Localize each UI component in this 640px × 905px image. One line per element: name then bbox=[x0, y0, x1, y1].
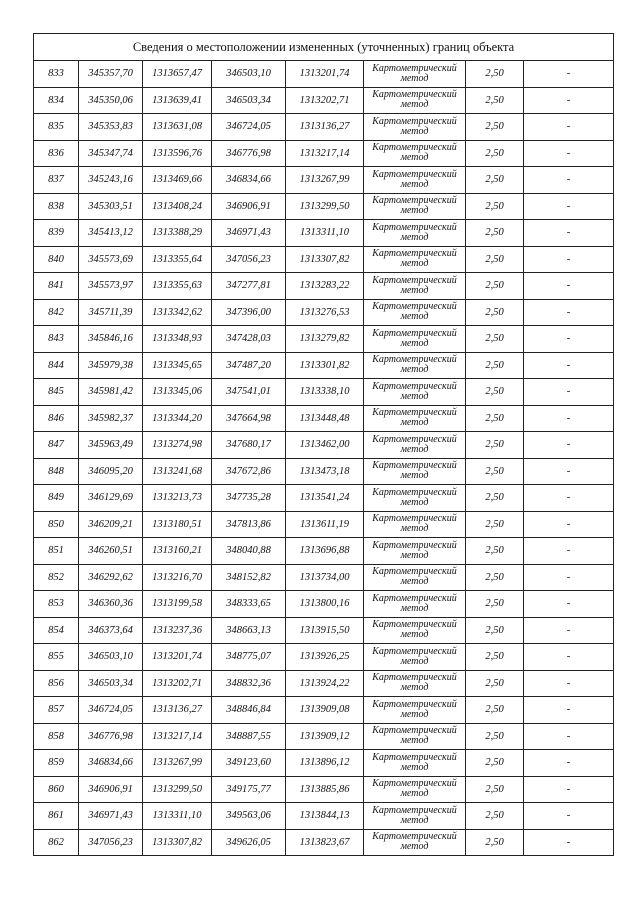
table-row bbox=[34, 511, 614, 538]
method-cell: Картометрический метод bbox=[364, 564, 466, 591]
new-x-cell: 347277,81 bbox=[212, 273, 286, 300]
new-x-cell: 348887,55 bbox=[212, 723, 286, 750]
table-row bbox=[34, 538, 614, 565]
existing-y-cell: 1313344,20 bbox=[143, 405, 212, 432]
method-cell: Картометрический метод bbox=[364, 485, 466, 512]
method-cell: Картометрический метод bbox=[364, 803, 466, 830]
existing-x-cell: 346906,91 bbox=[79, 776, 143, 803]
method-cell: Картометрический метод bbox=[364, 87, 466, 114]
new-x-cell: 346503,34 bbox=[212, 87, 286, 114]
new-x-cell: 346503,10 bbox=[212, 61, 286, 88]
existing-x-cell: 346360,36 bbox=[79, 591, 143, 618]
point-number-cell: 851 bbox=[34, 538, 79, 565]
description-cell: - bbox=[524, 326, 614, 353]
table-title: Сведения о местоположении измененных (уточненных) границ объекта bbox=[34, 34, 614, 61]
description-cell: - bbox=[524, 564, 614, 591]
existing-y-cell: 1313217,14 bbox=[143, 723, 212, 750]
point-number-cell: 846 bbox=[34, 405, 79, 432]
existing-x-cell: 345353,83 bbox=[79, 114, 143, 141]
table-row bbox=[34, 591, 614, 618]
existing-y-cell: 1313267,99 bbox=[143, 750, 212, 777]
description-cell: - bbox=[524, 617, 614, 644]
new-x-cell: 347672,86 bbox=[212, 458, 286, 485]
table-row bbox=[34, 405, 614, 432]
accuracy-cell: 2,50 bbox=[466, 511, 524, 538]
new-y-cell: 1313462,00 bbox=[286, 432, 364, 459]
table-row bbox=[34, 299, 614, 326]
point-number-cell: 841 bbox=[34, 273, 79, 300]
existing-y-cell: 1313388,29 bbox=[143, 220, 212, 247]
point-number-cell: 857 bbox=[34, 697, 79, 724]
accuracy-cell: 2,50 bbox=[466, 617, 524, 644]
accuracy-cell: 2,50 bbox=[466, 167, 524, 194]
existing-y-cell: 1313311,10 bbox=[143, 803, 212, 830]
description-cell: - bbox=[524, 538, 614, 565]
table-row bbox=[34, 326, 614, 353]
table-row bbox=[34, 697, 614, 724]
table-row bbox=[34, 485, 614, 512]
existing-x-cell: 346095,20 bbox=[79, 458, 143, 485]
table-row bbox=[34, 193, 614, 220]
new-x-cell: 347396,00 bbox=[212, 299, 286, 326]
new-x-cell: 348832,36 bbox=[212, 670, 286, 697]
point-number-cell: 837 bbox=[34, 167, 79, 194]
description-cell: - bbox=[524, 750, 614, 777]
existing-y-cell: 1313299,50 bbox=[143, 776, 212, 803]
new-y-cell: 1313800,16 bbox=[286, 591, 364, 618]
description-cell: - bbox=[524, 299, 614, 326]
existing-y-cell: 1313469,66 bbox=[143, 167, 212, 194]
method-cell: Картометрический метод bbox=[364, 273, 466, 300]
description-cell: - bbox=[524, 776, 614, 803]
point-number-cell: 862 bbox=[34, 829, 79, 856]
point-number-cell: 859 bbox=[34, 750, 79, 777]
existing-x-cell: 346209,21 bbox=[79, 511, 143, 538]
accuracy-cell: 2,50 bbox=[466, 379, 524, 406]
table-title-row bbox=[34, 34, 614, 61]
new-y-cell: 1313283,22 bbox=[286, 273, 364, 300]
new-y-cell: 1313924,22 bbox=[286, 670, 364, 697]
method-cell: Картометрический метод bbox=[364, 114, 466, 141]
point-number-cell: 850 bbox=[34, 511, 79, 538]
description-cell: - bbox=[524, 458, 614, 485]
description-cell: - bbox=[524, 432, 614, 459]
existing-y-cell: 1313180,51 bbox=[143, 511, 212, 538]
table-row bbox=[34, 432, 614, 459]
existing-x-cell: 345981,42 bbox=[79, 379, 143, 406]
point-number-cell: 856 bbox=[34, 670, 79, 697]
new-y-cell: 1313909,12 bbox=[286, 723, 364, 750]
existing-x-cell: 345413,12 bbox=[79, 220, 143, 247]
table-row bbox=[34, 776, 614, 803]
accuracy-cell: 2,50 bbox=[466, 485, 524, 512]
point-number-cell: 853 bbox=[34, 591, 79, 618]
table-row bbox=[34, 829, 614, 856]
method-cell: Картометрический метод bbox=[364, 591, 466, 618]
table-row bbox=[34, 61, 614, 88]
accuracy-cell: 2,50 bbox=[466, 591, 524, 618]
existing-y-cell: 1313596,76 bbox=[143, 140, 212, 167]
existing-x-cell: 345573,69 bbox=[79, 246, 143, 273]
table-row bbox=[34, 246, 614, 273]
existing-y-cell: 1313355,63 bbox=[143, 273, 212, 300]
table-row bbox=[34, 670, 614, 697]
table-row bbox=[34, 617, 614, 644]
accuracy-cell: 2,50 bbox=[466, 140, 524, 167]
accuracy-cell: 2,50 bbox=[466, 697, 524, 724]
new-y-cell: 1313541,24 bbox=[286, 485, 364, 512]
method-cell: Картометрический метод bbox=[364, 750, 466, 777]
accuracy-cell: 2,50 bbox=[466, 352, 524, 379]
existing-y-cell: 1313213,73 bbox=[143, 485, 212, 512]
existing-x-cell: 345982,37 bbox=[79, 405, 143, 432]
existing-x-cell: 346129,69 bbox=[79, 485, 143, 512]
table-row bbox=[34, 644, 614, 671]
existing-x-cell: 346971,43 bbox=[79, 803, 143, 830]
new-x-cell: 347813,86 bbox=[212, 511, 286, 538]
description-cell: - bbox=[524, 803, 614, 830]
new-x-cell: 347680,17 bbox=[212, 432, 286, 459]
point-number-cell: 845 bbox=[34, 379, 79, 406]
description-cell: - bbox=[524, 273, 614, 300]
method-cell: Картометрический метод bbox=[364, 617, 466, 644]
new-y-cell: 1313136,27 bbox=[286, 114, 364, 141]
description-cell: - bbox=[524, 140, 614, 167]
point-number-cell: 843 bbox=[34, 326, 79, 353]
existing-y-cell: 1313408,24 bbox=[143, 193, 212, 220]
new-y-cell: 1313299,50 bbox=[286, 193, 364, 220]
new-y-cell: 1313279,82 bbox=[286, 326, 364, 353]
new-y-cell: 1313307,82 bbox=[286, 246, 364, 273]
accuracy-cell: 2,50 bbox=[466, 803, 524, 830]
accuracy-cell: 2,50 bbox=[466, 564, 524, 591]
description-cell: - bbox=[524, 485, 614, 512]
new-y-cell: 1313202,71 bbox=[286, 87, 364, 114]
table-row bbox=[34, 723, 614, 750]
new-x-cell: 347664,98 bbox=[212, 405, 286, 432]
method-cell: Картометрический метод bbox=[364, 379, 466, 406]
existing-x-cell: 345711,39 bbox=[79, 299, 143, 326]
point-number-cell: 840 bbox=[34, 246, 79, 273]
point-number-cell: 849 bbox=[34, 485, 79, 512]
new-y-cell: 1313448,48 bbox=[286, 405, 364, 432]
existing-y-cell: 1313216,70 bbox=[143, 564, 212, 591]
method-cell: Картометрический метод bbox=[364, 352, 466, 379]
existing-y-cell: 1313657,47 bbox=[143, 61, 212, 88]
existing-x-cell: 346834,66 bbox=[79, 750, 143, 777]
new-y-cell: 1313696,88 bbox=[286, 538, 364, 565]
existing-y-cell: 1313348,93 bbox=[143, 326, 212, 353]
new-y-cell: 1313611,19 bbox=[286, 511, 364, 538]
new-x-cell: 349626,05 bbox=[212, 829, 286, 856]
table-row bbox=[34, 750, 614, 777]
accuracy-cell: 2,50 bbox=[466, 326, 524, 353]
method-cell: Картометрический метод bbox=[364, 723, 466, 750]
description-cell: - bbox=[524, 511, 614, 538]
new-x-cell: 346906,91 bbox=[212, 193, 286, 220]
accuracy-cell: 2,50 bbox=[466, 644, 524, 671]
existing-x-cell: 346373,64 bbox=[79, 617, 143, 644]
new-y-cell: 1313909,08 bbox=[286, 697, 364, 724]
point-number-cell: 860 bbox=[34, 776, 79, 803]
description-cell: - bbox=[524, 246, 614, 273]
table-row bbox=[34, 220, 614, 247]
new-y-cell: 1313267,99 bbox=[286, 167, 364, 194]
new-x-cell: 348846,84 bbox=[212, 697, 286, 724]
method-cell: Картометрический метод bbox=[364, 326, 466, 353]
accuracy-cell: 2,50 bbox=[466, 538, 524, 565]
new-y-cell: 1313885,86 bbox=[286, 776, 364, 803]
new-y-cell: 1313844,13 bbox=[286, 803, 364, 830]
method-cell: Картометрический метод bbox=[364, 299, 466, 326]
new-x-cell: 348775,07 bbox=[212, 644, 286, 671]
table-row bbox=[34, 87, 614, 114]
new-y-cell: 1313896,12 bbox=[286, 750, 364, 777]
accuracy-cell: 2,50 bbox=[466, 829, 524, 856]
table-row bbox=[34, 140, 614, 167]
new-y-cell: 1313338,10 bbox=[286, 379, 364, 406]
table-row bbox=[34, 564, 614, 591]
point-number-cell: 861 bbox=[34, 803, 79, 830]
method-cell: Картометрический метод bbox=[364, 220, 466, 247]
point-number-cell: 835 bbox=[34, 114, 79, 141]
description-cell: - bbox=[524, 167, 614, 194]
point-number-cell: 834 bbox=[34, 87, 79, 114]
description-cell: - bbox=[524, 405, 614, 432]
new-y-cell: 1313926,25 bbox=[286, 644, 364, 671]
new-x-cell: 349563,06 bbox=[212, 803, 286, 830]
accuracy-cell: 2,50 bbox=[466, 87, 524, 114]
existing-y-cell: 1313160,21 bbox=[143, 538, 212, 565]
existing-y-cell: 1313202,71 bbox=[143, 670, 212, 697]
new-x-cell: 348663,13 bbox=[212, 617, 286, 644]
description-cell: - bbox=[524, 379, 614, 406]
new-x-cell: 348152,82 bbox=[212, 564, 286, 591]
new-x-cell: 349175,77 bbox=[212, 776, 286, 803]
table-row bbox=[34, 167, 614, 194]
method-cell: Картометрический метод bbox=[364, 697, 466, 724]
existing-y-cell: 1313199,58 bbox=[143, 591, 212, 618]
accuracy-cell: 2,50 bbox=[466, 458, 524, 485]
new-x-cell: 348040,88 bbox=[212, 538, 286, 565]
point-number-cell: 854 bbox=[34, 617, 79, 644]
accuracy-cell: 2,50 bbox=[466, 723, 524, 750]
accuracy-cell: 2,50 bbox=[466, 299, 524, 326]
existing-x-cell: 345963,49 bbox=[79, 432, 143, 459]
existing-y-cell: 1313639,41 bbox=[143, 87, 212, 114]
method-cell: Картометрический метод bbox=[364, 61, 466, 88]
point-number-cell: 847 bbox=[34, 432, 79, 459]
method-cell: Картометрический метод bbox=[364, 246, 466, 273]
table-row bbox=[34, 352, 614, 379]
existing-y-cell: 1313201,74 bbox=[143, 644, 212, 671]
new-y-cell: 1313823,67 bbox=[286, 829, 364, 856]
point-number-cell: 839 bbox=[34, 220, 79, 247]
method-cell: Картометрический метод bbox=[364, 458, 466, 485]
existing-x-cell: 346776,98 bbox=[79, 723, 143, 750]
existing-x-cell: 345357,70 bbox=[79, 61, 143, 88]
existing-y-cell: 1313345,65 bbox=[143, 352, 212, 379]
existing-x-cell: 346724,05 bbox=[79, 697, 143, 724]
new-x-cell: 346834,66 bbox=[212, 167, 286, 194]
new-y-cell: 1313734,00 bbox=[286, 564, 364, 591]
boundary-coordinates-table bbox=[33, 33, 614, 856]
new-y-cell: 1313311,10 bbox=[286, 220, 364, 247]
accuracy-cell: 2,50 bbox=[466, 776, 524, 803]
point-number-cell: 838 bbox=[34, 193, 79, 220]
description-cell: - bbox=[524, 829, 614, 856]
existing-x-cell: 345846,16 bbox=[79, 326, 143, 353]
accuracy-cell: 2,50 bbox=[466, 114, 524, 141]
accuracy-cell: 2,50 bbox=[466, 432, 524, 459]
point-number-cell: 848 bbox=[34, 458, 79, 485]
new-x-cell: 349123,60 bbox=[212, 750, 286, 777]
new-x-cell: 347428,03 bbox=[212, 326, 286, 353]
description-cell: - bbox=[524, 670, 614, 697]
new-x-cell: 348333,65 bbox=[212, 591, 286, 618]
accuracy-cell: 2,50 bbox=[466, 750, 524, 777]
point-number-cell: 858 bbox=[34, 723, 79, 750]
point-number-cell: 844 bbox=[34, 352, 79, 379]
new-y-cell: 1313915,50 bbox=[286, 617, 364, 644]
existing-x-cell: 345979,38 bbox=[79, 352, 143, 379]
existing-x-cell: 345573,97 bbox=[79, 273, 143, 300]
description-cell: - bbox=[524, 352, 614, 379]
description-cell: - bbox=[524, 220, 614, 247]
new-y-cell: 1313301,82 bbox=[286, 352, 364, 379]
table-row bbox=[34, 458, 614, 485]
method-cell: Картометрический метод bbox=[364, 167, 466, 194]
description-cell: - bbox=[524, 591, 614, 618]
method-cell: Картометрический метод bbox=[364, 776, 466, 803]
new-x-cell: 346724,05 bbox=[212, 114, 286, 141]
description-cell: - bbox=[524, 87, 614, 114]
accuracy-cell: 2,50 bbox=[466, 193, 524, 220]
existing-y-cell: 1313274,98 bbox=[143, 432, 212, 459]
new-x-cell: 347735,28 bbox=[212, 485, 286, 512]
new-y-cell: 1313473,18 bbox=[286, 458, 364, 485]
new-x-cell: 347056,23 bbox=[212, 246, 286, 273]
table-row bbox=[34, 803, 614, 830]
accuracy-cell: 2,50 bbox=[466, 246, 524, 273]
description-cell: - bbox=[524, 644, 614, 671]
description-cell: - bbox=[524, 723, 614, 750]
existing-y-cell: 1313241,68 bbox=[143, 458, 212, 485]
method-cell: Картометрический метод bbox=[364, 644, 466, 671]
existing-y-cell: 1313355,64 bbox=[143, 246, 212, 273]
existing-x-cell: 345243,16 bbox=[79, 167, 143, 194]
existing-x-cell: 346503,34 bbox=[79, 670, 143, 697]
new-x-cell: 346971,43 bbox=[212, 220, 286, 247]
method-cell: Картометрический метод bbox=[364, 140, 466, 167]
description-cell: - bbox=[524, 61, 614, 88]
existing-x-cell: 347056,23 bbox=[79, 829, 143, 856]
table-body bbox=[34, 34, 614, 856]
new-x-cell: 347487,20 bbox=[212, 352, 286, 379]
method-cell: Картометрический метод bbox=[364, 829, 466, 856]
description-cell: - bbox=[524, 697, 614, 724]
existing-x-cell: 345350,06 bbox=[79, 87, 143, 114]
new-x-cell: 346776,98 bbox=[212, 140, 286, 167]
existing-x-cell: 346503,10 bbox=[79, 644, 143, 671]
existing-y-cell: 1313136,27 bbox=[143, 697, 212, 724]
method-cell: Картометрический метод bbox=[364, 670, 466, 697]
method-cell: Картометрический метод bbox=[364, 511, 466, 538]
table-row bbox=[34, 379, 614, 406]
accuracy-cell: 2,50 bbox=[466, 670, 524, 697]
method-cell: Картометрический метод bbox=[364, 405, 466, 432]
table-row bbox=[34, 114, 614, 141]
accuracy-cell: 2,50 bbox=[466, 220, 524, 247]
existing-y-cell: 1313631,08 bbox=[143, 114, 212, 141]
existing-y-cell: 1313342,62 bbox=[143, 299, 212, 326]
point-number-cell: 852 bbox=[34, 564, 79, 591]
existing-y-cell: 1313237,36 bbox=[143, 617, 212, 644]
new-y-cell: 1313217,14 bbox=[286, 140, 364, 167]
description-cell: - bbox=[524, 193, 614, 220]
existing-y-cell: 1313307,82 bbox=[143, 829, 212, 856]
point-number-cell: 836 bbox=[34, 140, 79, 167]
existing-x-cell: 346292,62 bbox=[79, 564, 143, 591]
existing-x-cell: 345347,74 bbox=[79, 140, 143, 167]
accuracy-cell: 2,50 bbox=[466, 273, 524, 300]
accuracy-cell: 2,50 bbox=[466, 405, 524, 432]
new-x-cell: 347541,01 bbox=[212, 379, 286, 406]
accuracy-cell: 2,50 bbox=[466, 61, 524, 88]
new-y-cell: 1313201,74 bbox=[286, 61, 364, 88]
new-y-cell: 1313276,53 bbox=[286, 299, 364, 326]
point-number-cell: 855 bbox=[34, 644, 79, 671]
method-cell: Картометрический метод bbox=[364, 432, 466, 459]
method-cell: Картометрический метод bbox=[364, 538, 466, 565]
point-number-cell: 842 bbox=[34, 299, 79, 326]
existing-x-cell: 345303,51 bbox=[79, 193, 143, 220]
existing-y-cell: 1313345,06 bbox=[143, 379, 212, 406]
description-cell: - bbox=[524, 114, 614, 141]
point-number-cell: 833 bbox=[34, 61, 79, 88]
table-row bbox=[34, 273, 614, 300]
existing-x-cell: 346260,51 bbox=[79, 538, 143, 565]
method-cell: Картометрический метод bbox=[364, 193, 466, 220]
